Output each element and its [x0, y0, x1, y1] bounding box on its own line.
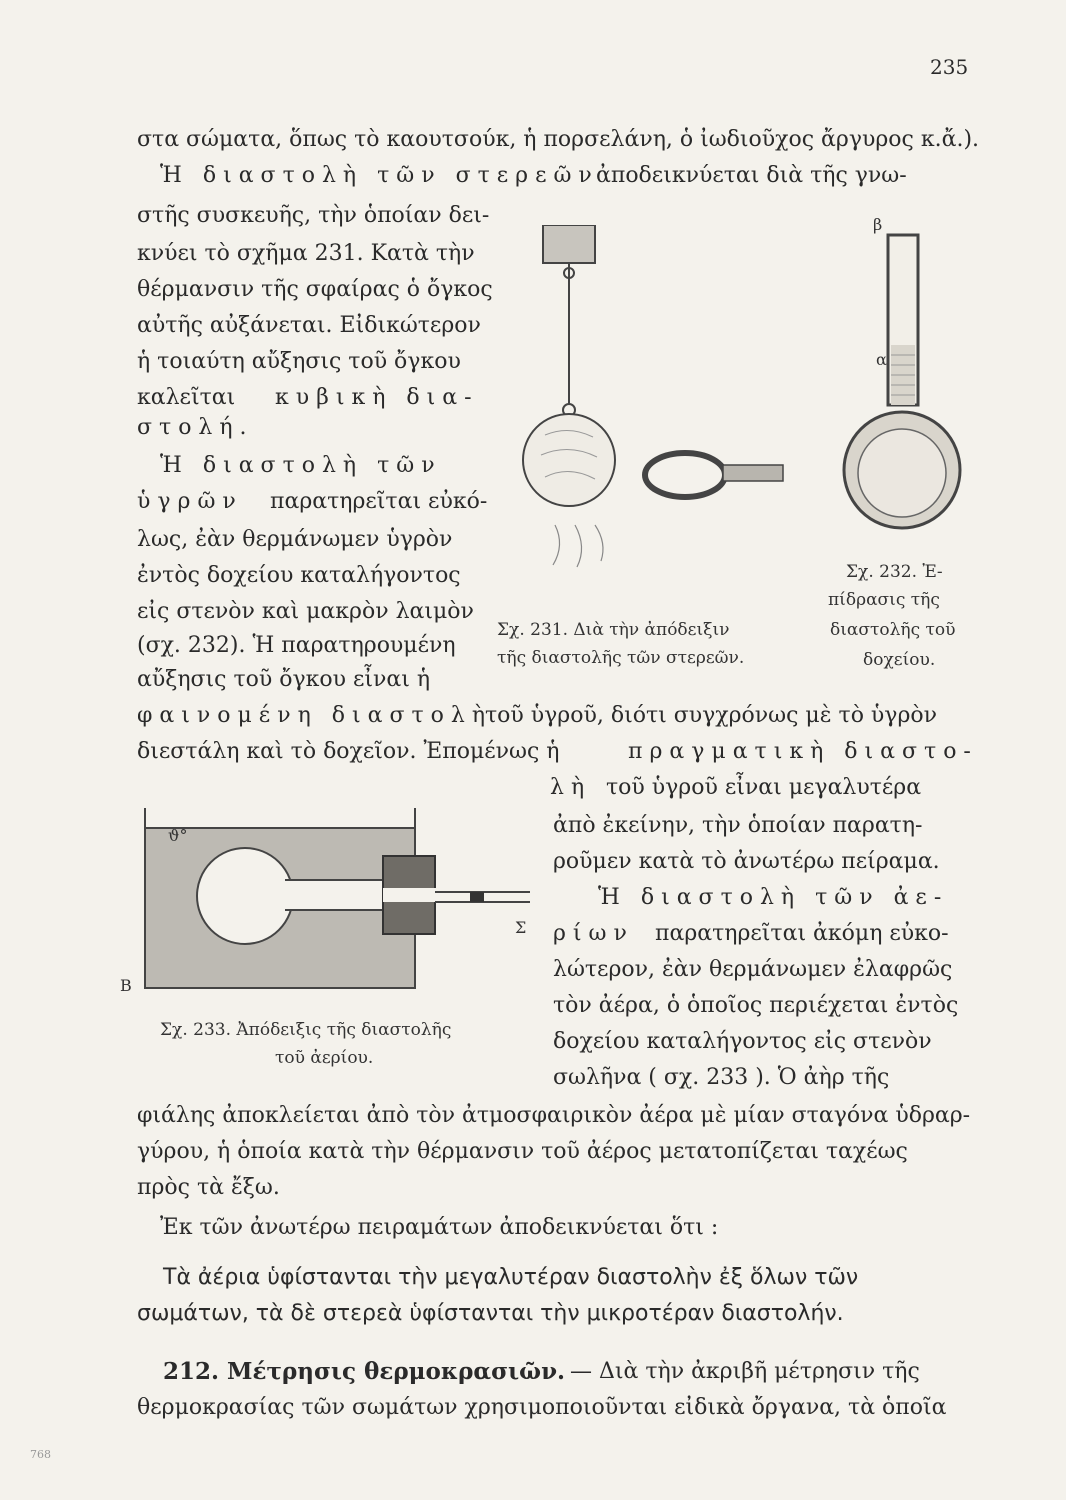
margin-mark: 768	[30, 1448, 51, 1461]
text-line: στα σώματα, ὅπως τὸ καουτσούκ, ἡ πορσελάνη, ὁ ἰωδιοῦχος ἄργυρος κ.ἄ.).	[137, 127, 980, 152]
text-line: αὔξησις τοῦ ὄγκου εἶναι ἡ	[137, 667, 431, 692]
figure-233-label-B: Β	[120, 976, 132, 995]
figure-233-label-sigma: Σ	[515, 918, 527, 937]
figure-232-flask	[840, 215, 980, 555]
text-line: θέρμανσιν τῆς σφαίρας ὁ ὄγκος	[137, 277, 493, 302]
figure-232-caption-line: δοχείου.	[863, 650, 936, 670]
text-line: ἀποδεικνύεται διὰ τῆς γνω-	[596, 163, 907, 188]
text-line-spaced: ὑγρῶν	[137, 489, 243, 514]
figure-232-label-alpha: α	[876, 350, 887, 369]
text-line: εἰς στενὸν καὶ μακρὸν λαιμὸν	[137, 599, 474, 624]
text-line: (σχ. 232). Ἡ παρατηρουμένη	[137, 633, 456, 658]
text-line: παρατηρεῖται εὐκό-	[270, 489, 488, 514]
text-line: ἡ τοιαύτη αὔξησις τοῦ ὄγκου	[137, 349, 461, 374]
text-line: ροῦμεν κατὰ τὸ ἀνωτέρω πείραμα.	[553, 849, 940, 874]
text-line: πρὸς τὰ ἔξω.	[137, 1175, 280, 1200]
text-line: σωλῆνα ( σχ. 233 ). Ὁ ἀὴρ τῆς	[553, 1065, 890, 1090]
text-line-spaced: Ἡ διαστολὴ τῶν	[160, 453, 442, 478]
figure-232-label-beta: β	[873, 215, 883, 234]
text-line: καλεῖται	[137, 385, 236, 410]
emphasis-line: σωμάτων, τὰ δὲ στερεὰ ὑφίστανται τὴν μικροτέραν διαστολήν.	[137, 1301, 844, 1326]
text-line-spaced: Ἡ διαστολὴ τῶν ἀε-	[598, 885, 949, 910]
figure-232-caption-line: διαστολῆς τοῦ	[830, 620, 956, 640]
text-line: ἐντὸς δοχείου καταλήγοντος	[137, 563, 461, 588]
text-line: λώτερον, ἐὰν θερμάνωμεν ἐλαφρῶς	[553, 957, 953, 982]
text-line: — Διὰ τὴν ἀκριβῆ μέτρησιν τῆς	[570, 1359, 920, 1384]
text-line-spaced: Ἡ διαστολὴ τῶν στερεῶν	[160, 163, 599, 188]
text-line: φιάλης ἀποκλείεται ἀπὸ τὸν ἀτμοσφαιρικὸν ἀέρα μὲ μίαν σταγόνα ὑδραρ-	[137, 1103, 971, 1128]
text-line: Ἐκ τῶν ἀνωτέρω πειραμάτων ἀποδεικνύεται ὅτι :	[160, 1215, 719, 1240]
text-line: κνύει τὸ σχῆμα 231. Κατὰ τὴν	[137, 241, 475, 266]
text-line: γύρου, ἡ ὁποία κατὰ τὴν θέρμανσιν τοῦ ἀέρος μετατοπίζεται ταχέως	[137, 1139, 908, 1164]
figure-231-ball-ring	[505, 225, 805, 585]
section-heading: 212. Μέτρησις θερμοκρασιῶν.	[163, 1358, 566, 1385]
text-line: παρατηρεῖται ἀκόμη εὐκο-	[655, 921, 949, 946]
text-line: δοχείου καταλήγοντος εἰς στενὸν	[553, 1029, 932, 1054]
figure-233-air-apparatus	[135, 808, 545, 998]
emphasis-line: Τὰ ἀέρια ὑφίστανται τὴν μεγαλυτέραν διαστολὴν ἐξ ὅλων τῶν	[163, 1265, 859, 1290]
figure-233-caption-line: Σχ. 233. Ἀπόδειξις τῆς διαστολῆς	[160, 1020, 452, 1040]
text-line-spaced: στολή.	[137, 415, 254, 440]
page-number: 235	[930, 55, 969, 79]
text-line-spaced: ρίων	[553, 921, 634, 946]
text-line-spaced: πραγματικὴ διαστο-	[628, 739, 978, 764]
figure-233-label-theta: ϑ°	[168, 826, 188, 845]
figure-232-caption-line: Σχ. 232. Ἐ-	[846, 562, 943, 582]
text-line: τὸν ἀέρα, ὁ ὁποῖος περιέχεται ἐντὸς	[553, 993, 959, 1018]
figure-232-caption-line: πίδρασις τῆς	[828, 590, 940, 610]
text-line: ἀπὸ ἐκείνην, τὴν ὁποίαν παρατη-	[553, 813, 923, 838]
figure-231-caption-line: Σχ. 231. Διὰ τὴν ἀπόδειξιν	[497, 620, 730, 640]
text-line-spaced: φαινομένη διαστολὴ	[137, 703, 493, 728]
text-line: τοῦ ὑγροῦ, διότι συγχρόνως μὲ τὸ ὑγρὸν	[485, 703, 938, 728]
text-line: διεστάλη καὶ τὸ δοχεῖον. Ἐπομένως ἡ	[137, 739, 560, 764]
text-line: λως, ἐὰν θερμάνωμεν ὑγρὸν	[137, 527, 453, 552]
text-line-spaced: λὴ	[550, 775, 592, 800]
text-line: τοῦ ὑγροῦ εἶναι μεγαλυτέρα	[606, 775, 922, 800]
text-line: αὐτῆς αὐξάνεται. Εἰδικώτερον	[137, 313, 481, 338]
text-line: στῆς συσκευῆς, τὴν ὁποίαν δει-	[137, 203, 490, 228]
text-line: θερμοκρασίας τῶν σωμάτων χρησιμοποιοῦνται εἰδικὰ ὄργανα, τὰ ὁποῖα	[137, 1395, 947, 1420]
figure-231-caption-line: τῆς διαστολῆς τῶν στερεῶν.	[497, 648, 745, 668]
text-line-spaced: κυβικὴ δια-	[275, 385, 479, 410]
figure-233-caption-line: τοῦ ἀερίου.	[275, 1048, 374, 1068]
